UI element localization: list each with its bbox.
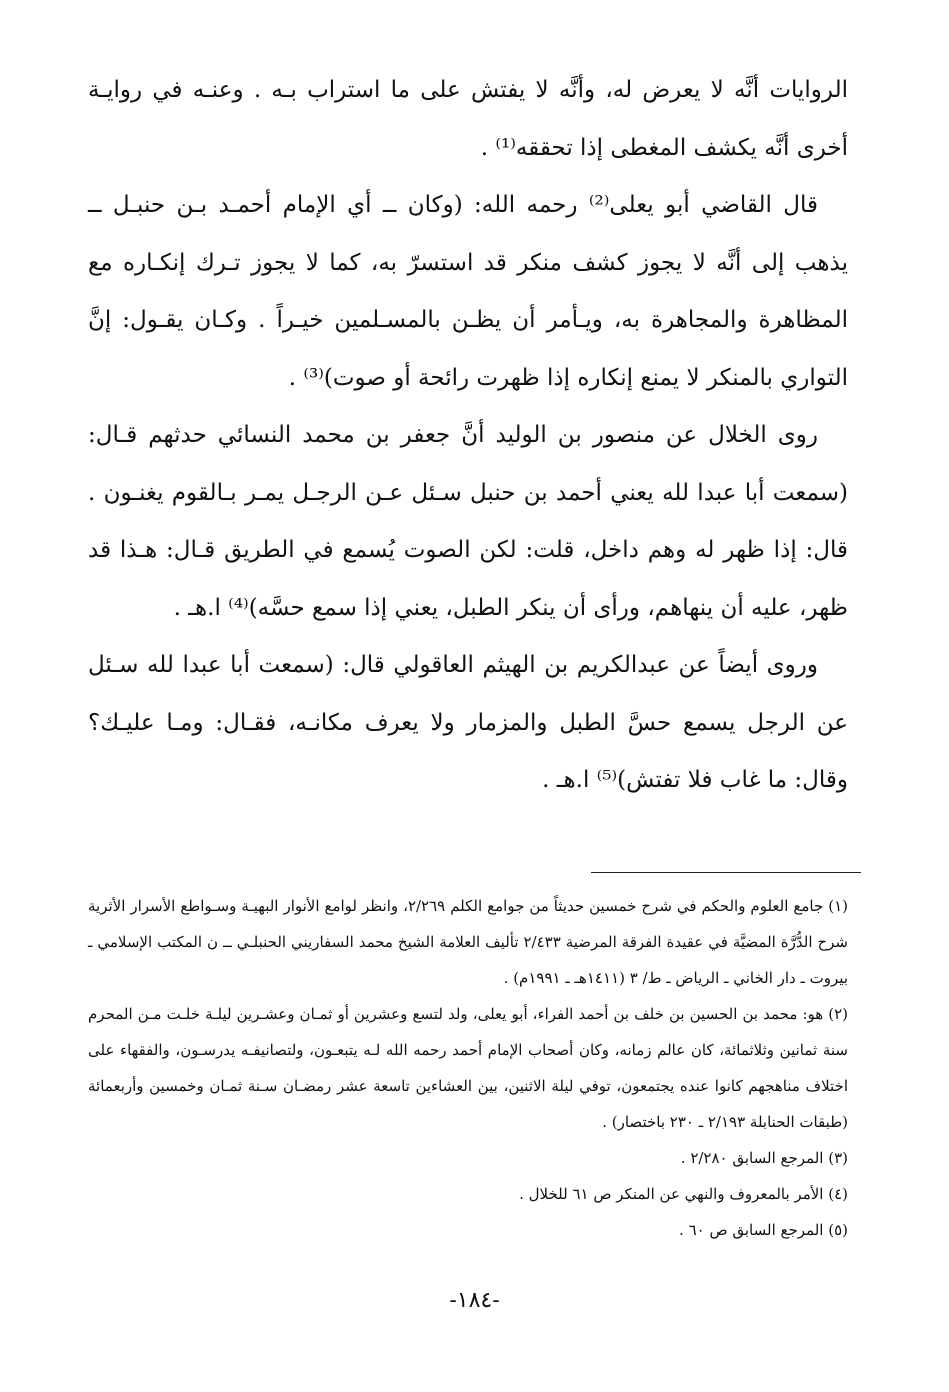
footnote-4: (٤) الأمر بالمعروف والنهي عن المنكر ص ٦١ للخلال . <box>519 1185 848 1203</box>
footnote-2: (٢) هو: محمد بن الحسين بن خلف بن أحمد الفراء، أبو يعلى، ولد لتسع وعشرين أو ثمـان وعشـرين ليلـة خلـت مـن المحرم سنة ثمانين وثلاثمائة، كان عالم زمانه، وكان أصحاب الإمام أحمد رحمه الله لـه يتبعـون، ولتصانيفـه يدرسـون، والفقهاء على اختلاف مناهجهم كانوا عنده يجتمعون، توفي ليلة الاثنين، بين العشاءين تاسعة عشر رمضـان سـنة ثمـان وخمسين وأربعمائة (طبقات الحنابلة ٢/١٩٣ ـ ٢٣٠ باختصار) . <box>88 1005 848 1131</box>
footnote-1: (١) جامع العلوم والحكم في شرح خمسين حديثاً من جوامع الكلم ٢/٢٦٩، وانظر لوامع الأنوار البهيـة وسـواطع الأسرار الأثرية شرح الدُّرَّة المضيَّة في عقيدة الفرقة المرضية ٢/٤٣٣ تأليف العلامة الشيخ محمد السفاريني الحنبلـي ــ ن المكتب الإسلامي ـ بيروت ـ دار الخاني ـ الرياض ـ ط/ ٣ (١٤١١هـ ـ ١٩٩١م) . <box>88 897 848 987</box>
footnote-divider <box>591 872 861 873</box>
paragraph-1: الروايات أنَّه لا يعرض له، وأنَّه لا يفتش على ما استراب بـه . وعنـه في روايـة أخرى أنَّه يكشف المغطى إذا تحققه⁽¹⁾ . <box>88 77 848 161</box>
footnote-3: (٣) المرجع السابق ٢/٢٨٠ . <box>680 1149 848 1167</box>
footnotes <box>88 888 848 1248</box>
main-text <box>88 62 848 810</box>
paragraph-3: روى الخلال عن منصور بن الوليد أنَّ جعفر بن محمد النسائي حدثهم قـال: (سمعت أبا عبدا لله يعني أحمد بن حنبل سـئل عـن الرجـل يمـر بـالقوم يغنـون . قال: إذا ظهر له وهم داخل، قلت: لكن الصوت يُسمع في الطريق قـال: هـذا قد ظهر، عليه أن ينهاهم، ورأى أن ينكر الطبل، يعني إذا سمع حسَّه)⁽⁴⁾ ا.هـ . <box>88 422 848 621</box>
paragraph-4: وروى أيضاً عن عبدالكريم بن الهيثم العاقولي قال: (سمعت أبا عبدا لله سـئل عن الرجل يسمع حسَّ الطبل والمزمار ولا يعرف مكانـه، فقـال: ومـا عليـك؟ وقال: ما غاب فلا تفتش)⁽⁵⁾ ا.هـ . <box>88 652 848 793</box>
footnote-5: (٥) المرجع السابق ص ٦٠ . <box>679 1221 848 1239</box>
body-text <box>88 62 848 810</box>
page-number: -١٨٤- <box>449 1288 500 1313</box>
paragraph-2: قال القاضي أبو يعلى⁽²⁾ رحمه الله: (وكان ــ أي الإمام أحمـد بـن حنبـل ــ يذهب إلى أنَّه لا يجوز كشف منكر قد استسرّ به، كما لا يجوز تـرك إنكـاره مع المظاهرة والمجاهرة به، ويـأمر أن يظـن بالمسـلمين خيـراً . وكـان يقـول: إنَّ التواري بالمنكر لا يمنع إنكاره إذا ظهرت رائحة أو صوت)⁽³⁾ . <box>88 192 848 391</box>
